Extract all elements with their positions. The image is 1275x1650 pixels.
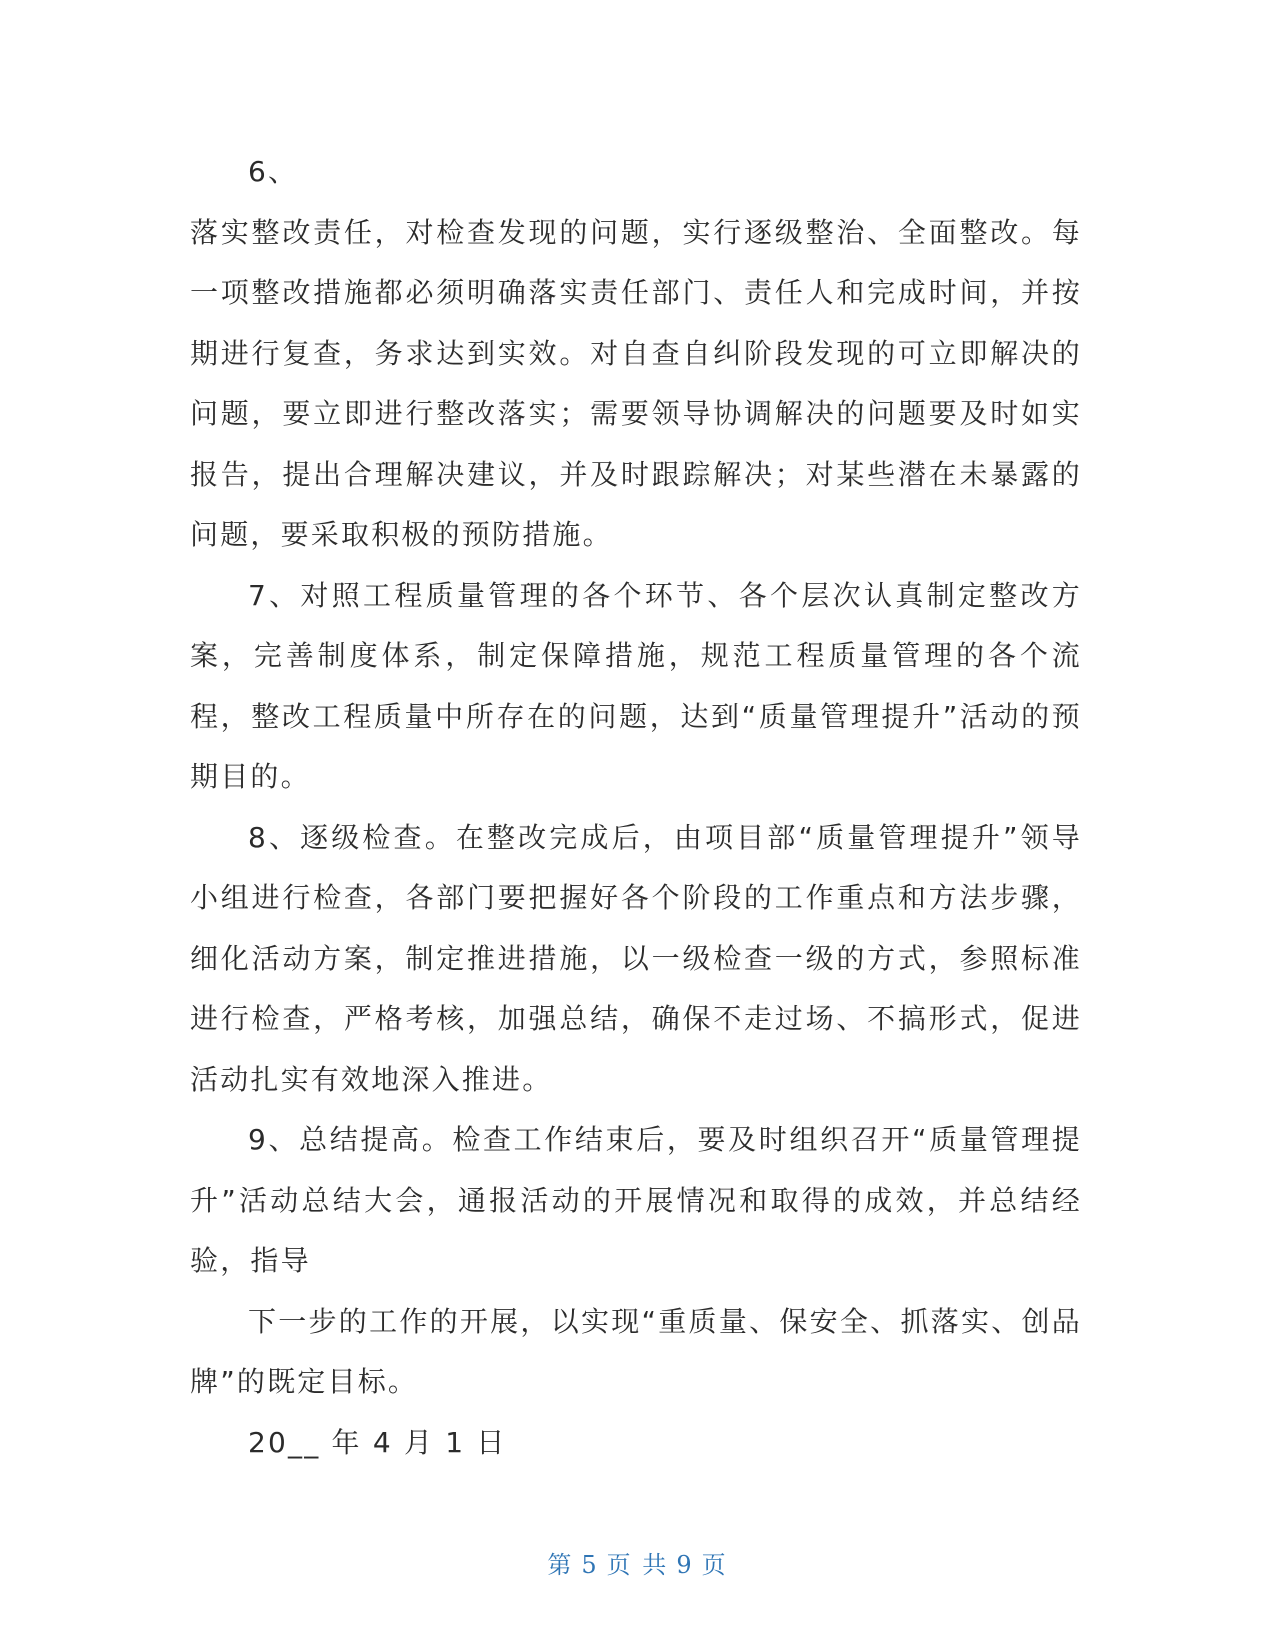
footer-suffix: 页 (701, 1551, 728, 1579)
document-date: 20__ 年 4 月 1 日 (248, 1425, 507, 1459)
footer-middle: 页 共 (606, 1551, 669, 1579)
document-body (190, 142, 1082, 1473)
paragraph-conclusion: 下一步的工作的开展，以实现“重质量、保安全、抓落实、创品牌”的既定目标。 (190, 1304, 1082, 1398)
paragraph-item-8: 8、逐级检查。在整改完成后，由项目部“质量管理提升”领导小组进行检查，各部门要把握好各个阶段的工作重点和方法步骤，细化活动方案，制定推进措施，以一级检查一级的方式，参照标准进行检查，严格考核，加强总结，确保不走过场、不搞形式，促进活动扎实有效地深入推进。 (190, 820, 1082, 1096)
paragraph-item-9: 9、总结提高。检查工作结束后，要及时组织召开“质量管理提升”活动总结大会，通报活动的开展情况和取得的成效，并总结经验，指导 (190, 1123, 1082, 1277)
page-footer (0, 1545, 1275, 1580)
footer-current-page: 5 (581, 1551, 599, 1579)
paragraph-item-7: 7、对照工程质量管理的各个环节、各个层次认真制定整改方案，完善制度体系，制定保障措施，规范工程质量管理的各个流程，整改工程质量中所存在的问题，达到“质量管理提升”活动的预期目的。 (190, 578, 1082, 793)
paragraph-item-6-number: 6、 (248, 155, 299, 188)
paragraph-item-6-body: 落实整改责任，对检查发现的问题，实行逐级整治、全面整改。每一项整改措施都必须明确落实责任部门、责任人和完成时间，并按期进行复查，务求达到实效。对自查自纠阶段发现的可立即解决的问题，要立即进行整改落实；需要领导协调解决的问题要及时如实报告，提出合理解决建议，并及时跟踪解决；对某些潜在未暴露的问题，要采取积极的预防措施。 (190, 215, 1082, 551)
footer-total-pages: 9 (676, 1551, 694, 1579)
footer-prefix: 第 (547, 1551, 574, 1579)
